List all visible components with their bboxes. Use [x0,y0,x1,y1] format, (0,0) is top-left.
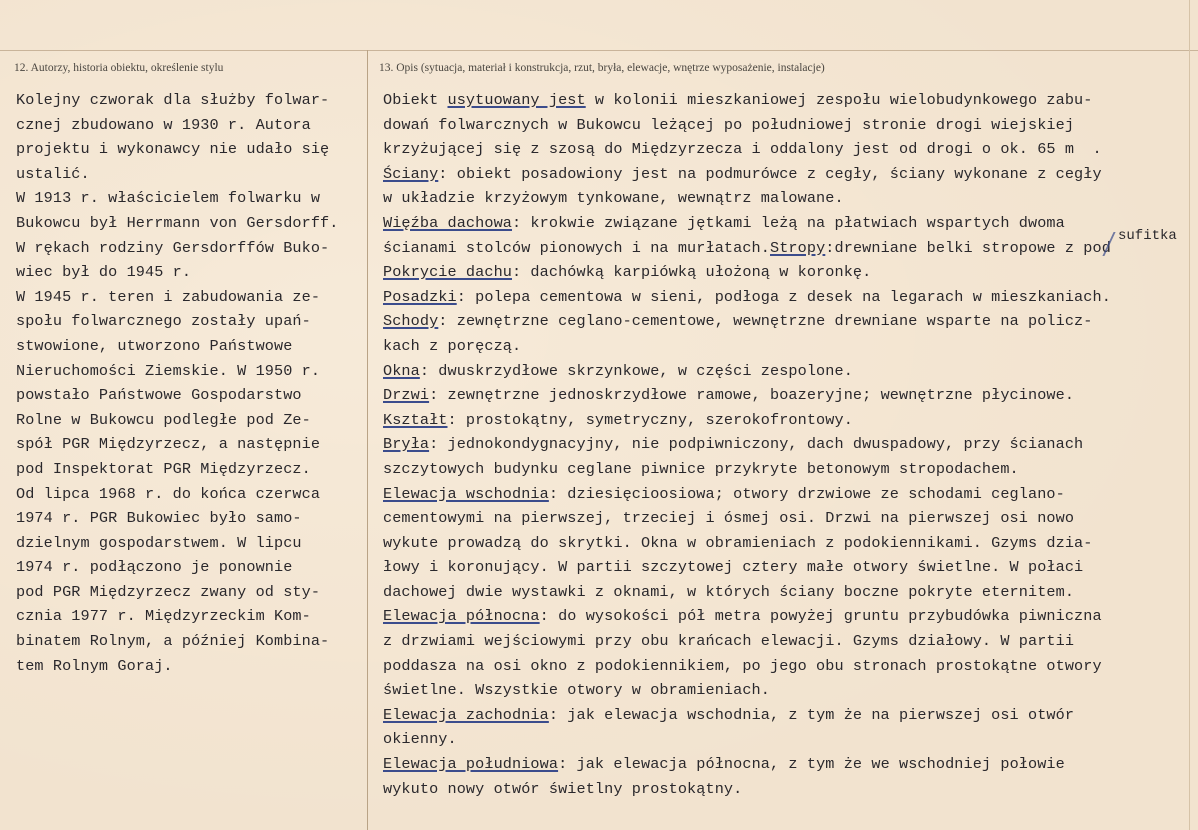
description-text: : dziesięcioosiowa; otwory drzwiowe ze schodami ceglano- [548,484,1065,503]
description-line [383,236,1111,261]
description-line [383,457,1111,482]
history-line: społu folwarcznego zostały upań- [16,312,311,331]
history-line: powstało Państwowe Gospodarstwo [16,386,302,405]
description-text: : jak elewacja wschodnia, z tym że na pierwszej osi otwór [548,705,1075,724]
history-line: Bukowcu był Herrmann von Gersdorff. [16,213,339,232]
description-text: wykuto nowy otwór świetlny prostokątny. [383,779,743,798]
history-line: cznia 1977 r. Międzyrzeckim Kom- [16,607,311,626]
description-text: :drewniane belki stropowe z pod [825,238,1111,257]
page-edge [1189,0,1190,830]
description-text: dowań folwarcznych w Bukowcu leżącej po południowej stronie drogi wiejskiej [383,115,1075,134]
history-line: Od lipca 1968 r. do końca czerwca [16,484,321,503]
section-label: Elewacja południowa [383,755,559,774]
history-line: spół PGR Międzyrzecz, a następnie [16,435,321,454]
section-label: Elewacja północna [383,607,540,626]
description-text: poddasza na osi okno z podokiennikiem, po jego obu stronach prostokątne otwory [383,656,1102,675]
description-line [383,285,1111,310]
section-12-heading: 12. Autorzy, historia obiektu, określenie stylu [14,62,224,74]
section-label: Okna [383,361,420,380]
description-line [383,408,1111,433]
description-line [383,703,1111,728]
description-line [383,580,1111,605]
underlined-term: usytuowany jest [447,91,586,109]
history-line: Nieruchomości Ziemskie. W 1950 r. [16,361,321,380]
description-text: z drzwiami wejściowymi przy obu krańcach elewacji. Gzyms działowy. W partii [383,632,1075,651]
header-rule [0,50,1198,51]
description-line [383,211,1111,236]
section-label: Schody [383,312,439,331]
description-text: Obiekt [383,91,448,109]
section-label: Bryła [383,435,430,454]
section-label: Drzwi [383,386,430,405]
history-line: stwowione, utworzono Państwowe [16,336,293,355]
description-line [383,334,1111,359]
description-text: szczytowych budynku ceglane piwnice przykryte betonowym stropodachem. [383,459,1019,478]
history-line: wiec był do 1945 r. [16,263,192,282]
handwritten-annotation: sufitka [1118,228,1177,244]
history-line: W rękach rodziny Gersdorffów Buko- [16,238,330,257]
description-text: : krokwie związane jętkami leżą na płatwiach wspartych dwoma [512,213,1065,232]
history-line: cznej zbudowano w 1930 r. Autora [16,115,311,134]
history-line: 1974 r. PGR Bukowiec było samo- [16,509,302,528]
history-line: pod Inspektorat PGR Międzyrzecz. [16,459,311,478]
description-text: : do wysokości pół metra powyżej gruntu przybudówka piwniczna [539,607,1102,626]
description-text: : jednokondygnacyjny, nie podpiwniczony, dach dwuspadowy, przy ścianach [429,435,1084,454]
description-line [383,777,1111,802]
description-line [383,260,1111,285]
history-line: dzielnym gospodarstwem. W lipcu [16,533,302,552]
section-label: Elewacja wschodnia [383,484,549,503]
description-text: dachowej dwie wystawki z oknami, w których ściany boczne pokryte eternitem. [383,582,1075,601]
description-text: w układzie krzyżowym tynkowane, wewnątrz malowane. [383,189,844,208]
history-line: ustalić. [16,164,90,183]
description-text: łowy i koronujący. W partii szczytowej cztery małe otwory świetlne. W połaci [383,558,1084,577]
section-label: Ściany [383,164,439,183]
section-label: Posadzki [383,287,457,306]
description-line [383,88,1111,113]
section-label: Elewacja zachodnia [383,705,549,724]
history-line: tem Rolnym Goraj. [16,656,173,675]
description-text: ścianami stolców pionowych i na murłatach. [383,238,770,257]
description-text: : obiekt posadowiony jest na podmurówce z cegły, ściany wykonane z cegły [438,164,1102,183]
history-line: binatem Rolnym, a później Kombina- [16,632,330,651]
description-text: w kolonii mieszkaniowej zespołu wielobudynkowego zabu- [585,91,1093,109]
description-text: wykute prowadzą do skrytki. Okna w obramieniach z podokiennikami. Gzyms dzia- [383,533,1093,552]
section-label: Kształt [383,410,448,429]
description-text: okienny. [383,730,457,749]
description-text: : dachówką karpiówką ułożoną w koronkę. [512,263,872,282]
description-line [383,506,1111,531]
history-text-column [16,88,339,678]
description-text: : zewnętrzne jednoskrzydłowe ramowe, boazeryjne; wewnętrzne płycinowe. [429,386,1075,405]
description-line [383,654,1111,679]
description-line [383,678,1111,703]
history-line: W 1945 r. teren i zabudowania ze- [16,287,321,306]
description-text: kach z poręczą. [383,336,522,355]
history-line: W 1913 r. właścicielem folwarku w [16,189,321,208]
description-line [383,531,1111,556]
description-line [383,604,1111,629]
description-line [383,113,1111,138]
description-line [383,383,1111,408]
description-line [383,186,1111,211]
description-line [383,162,1111,187]
description-line [383,359,1111,384]
history-line: Rolne w Bukowcu podległe pod Ze- [16,410,311,429]
description-line [383,629,1111,654]
description-line [383,432,1111,457]
description-text: cementowymi na pierwszej, trzeciej i ósmej osi. Drzwi na pierwszej osi nowo [383,509,1075,528]
description-text: : prostokątny, symetryczny, szerokofrontowy. [447,410,853,429]
section-label: Więźba dachowa [383,213,512,232]
section-13-heading: 13. Opis (sytuacja, materiał i konstrukcja, rzut, bryła, elewacje, wnętrze wyposażenie, instalacje) [379,62,825,74]
history-line: pod PGR Międzyrzecz zwany od sty- [16,582,321,601]
description-line [383,727,1111,752]
description-line [383,482,1111,507]
history-line: Kolejny czworak dla służby folwar- [16,91,330,109]
description-line [383,309,1111,334]
description-line [383,555,1111,580]
description-text: świetlne. Wszystkie otwory w obramieniach. [383,681,770,700]
history-line: projektu i wykonawcy nie udało się [16,140,330,159]
description-text-column [383,88,1111,801]
section-label: Pokrycie dachu [383,263,512,282]
column-divider [367,50,368,830]
description-text: : zewnętrzne ceglano-cementowe, wewnętrzne drewniane wsparte na policz- [438,312,1093,331]
description-text: krzyżującej się z szosą do Międzyrzecza i oddalony jest od drogi o ok. 65 m . [383,140,1102,159]
description-line [383,752,1111,777]
underlined-term: Stropy [770,238,826,257]
description-text: : dwuskrzydłowe skrzynkowe, w części zespolone. [419,361,853,380]
description-text: : jak elewacja północna, z tym że we wschodniej połowie [558,755,1065,774]
history-line: 1974 r. podłączono je ponownie [16,558,293,577]
description-text: : polepa cementowa w sieni, podłoga z desek na legarach w mieszkaniach. [456,287,1111,306]
description-line [383,137,1111,162]
